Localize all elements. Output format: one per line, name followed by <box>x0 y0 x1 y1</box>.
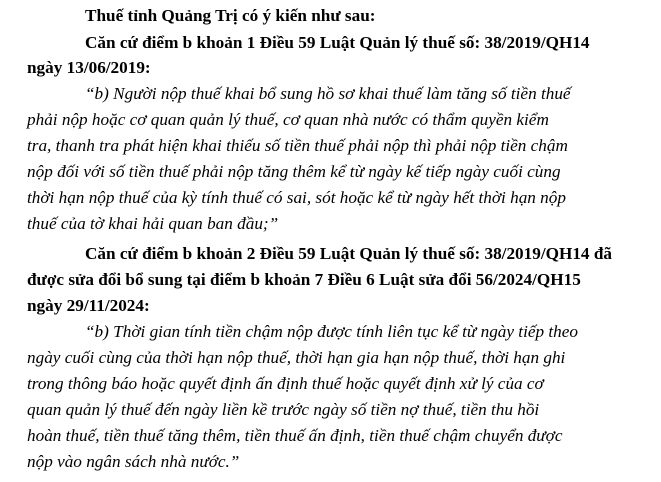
quote1-line: thuế của tờ khai hải quan ban đầu;” <box>27 214 279 233</box>
quote2-line: trong thông báo hoặc quyết định ấn định thuế hoặc quyết định xử lý của cơ <box>27 374 544 393</box>
citation1-line1: Căn cứ điểm b khoản 1 Điều 59 Luật Quản lý thuế số: 38/2019/QH14 <box>85 33 590 52</box>
quote1-line: “b) Người nộp thuế khai bổ sung hồ sơ khai thuế làm tăng số tiền thuế <box>85 84 571 103</box>
quote1-line: phải nộp hoặc cơ quan quản lý thuế, cơ quan nhà nước có thẩm quyền kiểm <box>27 110 549 129</box>
quote2-line: nộp vào ngân sách nhà nước.” <box>27 452 240 471</box>
citation2-line2: được sửa đổi bổ sung tại điểm b khoản 7 Điều 6 Luật sửa đổi 56/2024/QH15 <box>27 270 581 289</box>
quote2-line: ngày cuối cùng của thời hạn nộp thuế, thời hạn gia hạn nộp thuế, thời hạn ghi <box>27 348 566 367</box>
quote2-line: “b) Thời gian tính tiền chậm nộp được tính liên tục kể từ ngày tiếp theo <box>85 322 578 341</box>
quote2-line: hoàn thuế, tiền thuế tăng thêm, tiền thuế ấn định, tiền thuế chậm chuyển được <box>27 426 563 445</box>
quote1-line: thời hạn nộp thuế của kỳ tính thuế có sai, sót hoặc kể từ ngày hết thời hạn nộp <box>27 188 566 207</box>
intro-line: Thuế tỉnh Quảng Trị có ý kiến như sau: <box>85 6 376 25</box>
quote2-line: quan quản lý thuế đến ngày liền kề trước ngày số tiền nợ thuế, tiền thu hồi <box>27 400 540 419</box>
citation2-line3: ngày 29/11/2024: <box>27 296 150 315</box>
citation1-line2: ngày 13/06/2019: <box>27 58 151 77</box>
quote1-line: tra, thanh tra phát hiện khai thiếu số tiền thuế phải nộp thì phải nộp tiền chậm <box>27 136 568 155</box>
quote1-line: nộp đối với số tiền thuế phải nộp tăng thêm kể từ ngày kế tiếp ngày cuối cùng <box>27 162 561 181</box>
citation2-line1: Căn cứ điểm b khoản 2 Điều 59 Luật Quản lý thuế số: 38/2019/QH14 đã <box>85 244 612 263</box>
